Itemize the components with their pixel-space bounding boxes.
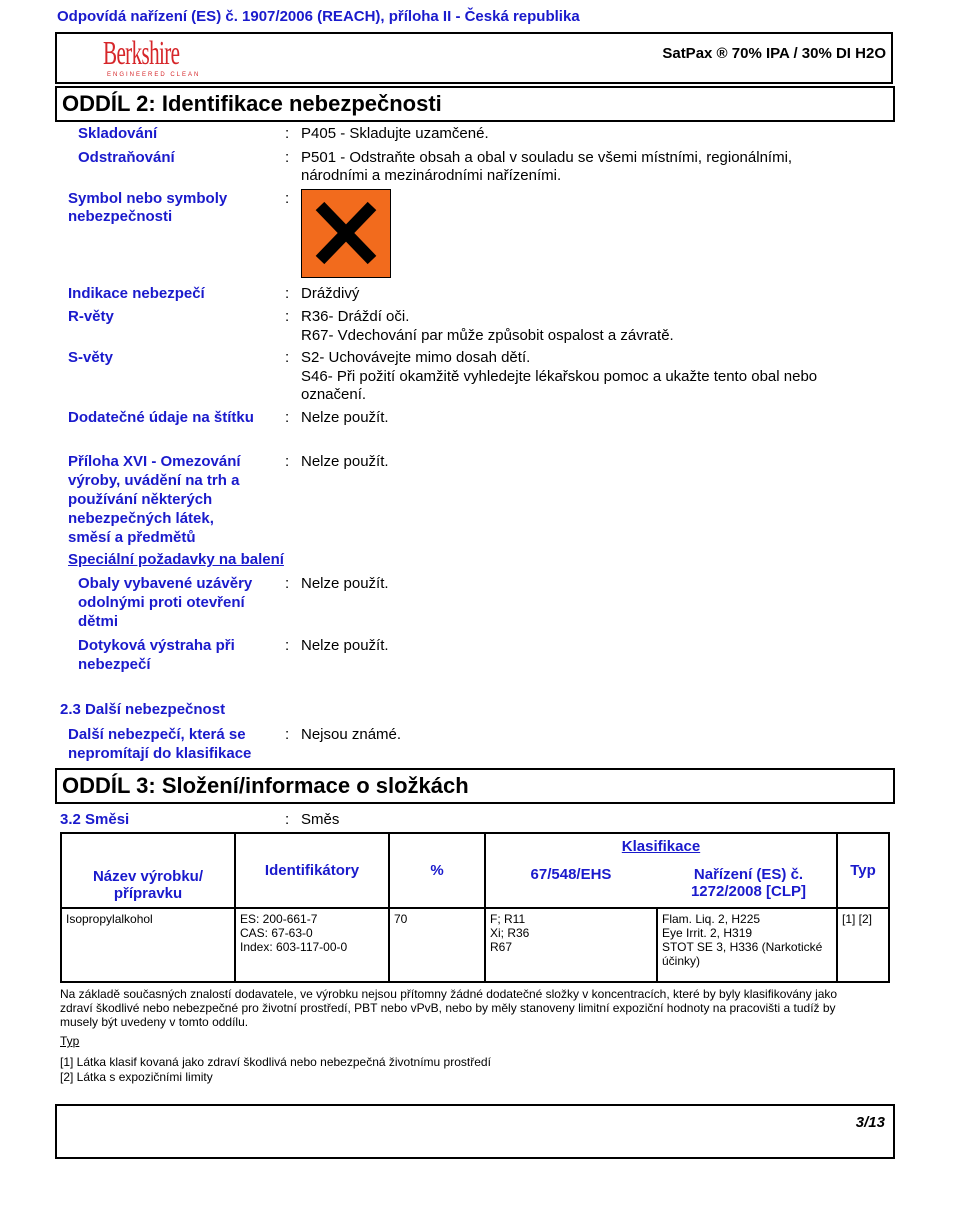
logo-text: Berkshire — [103, 35, 180, 72]
disposal-value-line1: P501 - Odstraňte obsah a obal v souladu se všemi místními, regionálními, — [301, 149, 793, 166]
colon: : — [285, 409, 290, 426]
storage-label: Skladování — [78, 125, 158, 142]
header-clp — [661, 866, 836, 900]
table-header-row — [61, 833, 889, 908]
annex-label-line1: Příloha XVI - Omezování — [68, 453, 241, 470]
tactile-value: Nelze použít. — [301, 637, 389, 654]
header-percent: % — [389, 833, 485, 908]
header-ehs: 67/548/EHS — [530, 866, 612, 883]
ehs-line3: R67 — [490, 940, 513, 954]
packaging-heading: Speciální požadavky na balení — [68, 551, 284, 568]
ehs-line2: Xi; R36 — [490, 926, 530, 940]
clp-line4: účinky) — [662, 954, 701, 968]
clp-line1: Flam. Liq. 2, H225 — [662, 912, 761, 926]
colon: : — [285, 285, 290, 302]
colon: : — [285, 125, 290, 142]
annex-label-line2: výroby, uvádění na trh a — [68, 472, 240, 489]
r-phrase-2: R67- Vdechování par může způsobit ospalost a závratě. — [301, 327, 674, 344]
child-closures-label-line1: Obaly vybavené uzávěry — [78, 575, 253, 592]
symbol-label-line2: nebezpečnosti — [68, 208, 173, 225]
header-product-name-line2: přípravku — [113, 885, 183, 902]
cell-product-name: Isopropylalkohol — [61, 908, 235, 982]
clp-line2: Eye Irrit. 2, H319 — [662, 926, 753, 940]
composition-table — [60, 832, 890, 983]
annex-value: Nelze použít. — [301, 453, 389, 470]
other-hazards-label-line1: Další nebezpečí, která se — [68, 726, 246, 743]
section-3-header — [55, 768, 895, 804]
cell-type: [1] [2] — [837, 908, 889, 982]
annex-label-line5: směsí a předmětů — [68, 529, 196, 546]
header-product-name-line1: Název výrobku/ — [92, 868, 204, 885]
note-line2: zdraví škodlivé nebo nebezpečné pro životní prostředí, PBT nebo vPvB, nebo by měly stanoveny limitní expoziční hodnoty na pracovišti a tudíž by — [60, 1001, 836, 1015]
identifier-index: Index: 603-117-00-0 — [240, 940, 348, 954]
header-type: Typ — [837, 833, 889, 908]
label-info-value: Nelze použít. — [301, 409, 389, 426]
type-heading: Typ — [60, 1034, 80, 1048]
r-phrase-1: R36- Dráždí oči. — [301, 308, 410, 325]
disposal-value-line2: národními a mezinárodními nařízeními. — [301, 167, 562, 184]
annex-label-line4: nebezpečných látek, — [68, 510, 214, 527]
symbol-label-line1: Symbol nebo symboly — [68, 190, 228, 207]
product-name: SatPax ® 70% IPA / 30% DI H2O — [662, 45, 886, 62]
colon: : — [285, 308, 290, 325]
s-phrase-2: S46- Při požití okamžitě vyhledejte lékařskou pomoc a ukažte tento obal nebo — [301, 368, 818, 385]
label-info-label: Dodatečné údaje na štítku — [68, 409, 254, 426]
type-note-2: [2] Látka s expozičními limity — [60, 1070, 213, 1084]
colon: : — [285, 811, 290, 828]
berkshire-logo — [103, 35, 201, 82]
indication-value: Dráždivý — [301, 285, 360, 302]
regulation-header: Odpovídá nařízení (ES) č. 1907/2006 (REACH), příloha II - Česká republika — [57, 8, 580, 25]
other-hazards-heading: 2.3 Další nebezpečnost — [60, 701, 226, 718]
colon: : — [285, 149, 290, 166]
colon: : — [285, 637, 290, 654]
tactile-label-line1: Dotyková výstraha při — [78, 637, 235, 654]
colon: : — [285, 575, 290, 592]
page-footer-box — [55, 1104, 895, 1159]
section-2-header — [55, 86, 895, 122]
cell-classification — [485, 908, 837, 982]
header-identifiers: Identifikátory — [235, 833, 389, 908]
child-closures-label-line2: odolnými proti otevření — [78, 594, 245, 611]
annex-label-line3: používání některých — [68, 491, 213, 508]
mixtures-value: Směs — [301, 811, 340, 828]
child-closures-label-line3: dětmi — [78, 613, 119, 630]
other-hazards-label-line2: nepromítají do klasifikace — [68, 745, 252, 762]
note-line1: Na základě současných znalostí dodavatele, ve výrobku nejsou přítomny žádné dodatečné složky v koncentracích, které by byly klasifikovány jako — [60, 987, 838, 1001]
s-phrase-1: S2- Uchovávejte mimo dosah dětí. — [301, 349, 531, 366]
logo-subtitle: ENGINEERED CLEAN — [107, 72, 201, 78]
header-product-name — [61, 833, 235, 908]
header-classification — [485, 833, 837, 908]
cell-clp — [658, 909, 836, 981]
storage-value: P405 - Skladujte uzamčené. — [301, 125, 489, 142]
classification-heading: Klasifikace — [621, 838, 701, 855]
clp-line3: STOT SE 3, H336 (Narkotické — [662, 940, 823, 954]
indication-label: Indikace nebezpečí — [68, 285, 205, 302]
colon: : — [285, 726, 290, 743]
other-hazards-value: Nejsou známé. — [301, 726, 402, 743]
note-line3: musely být uvedeny v tomto oddílu. — [60, 1015, 249, 1029]
identifier-cas: CAS: 67-63-0 — [240, 926, 313, 940]
header-clp-line1: Nařízení (ES) č. — [693, 866, 804, 883]
disposal-label: Odstraňování — [78, 149, 175, 166]
table-row — [61, 908, 889, 982]
child-closures-value: Nelze použít. — [301, 575, 389, 592]
r-phrases-label: R-věty — [68, 308, 114, 325]
s-phrase-2-cont: označení. — [301, 386, 367, 403]
colon: : — [285, 349, 290, 366]
cell-identifiers — [235, 908, 389, 982]
section-2-title: ODDÍL 2: Identifikace nebezpečnosti — [62, 91, 442, 116]
mixtures-label: 3.2 Směsi — [60, 811, 130, 828]
cell-percent: 70 — [389, 908, 485, 982]
type-note-1: [1] Látka klasif kovaná jako zdraví škodlivá nebo nebezpečná životnímu prostředí — [60, 1055, 491, 1069]
irritant-x-icon — [301, 189, 391, 278]
identifier-ec: ES: 200-661-7 — [240, 912, 318, 926]
section-3-title: ODDÍL 3: Složení/informace o složkách — [62, 773, 469, 798]
colon: : — [285, 453, 290, 470]
tactile-label-line2: nebezpečí — [78, 656, 151, 673]
s-phrases-label: S-věty — [68, 349, 114, 366]
header-clp-line2: 1272/2008 [CLP] — [690, 883, 807, 900]
colon: : — [285, 190, 290, 207]
cell-ehs — [486, 909, 658, 981]
ehs-line1: F; R11 — [490, 912, 526, 926]
page-number: 3/13 — [855, 1114, 885, 1131]
